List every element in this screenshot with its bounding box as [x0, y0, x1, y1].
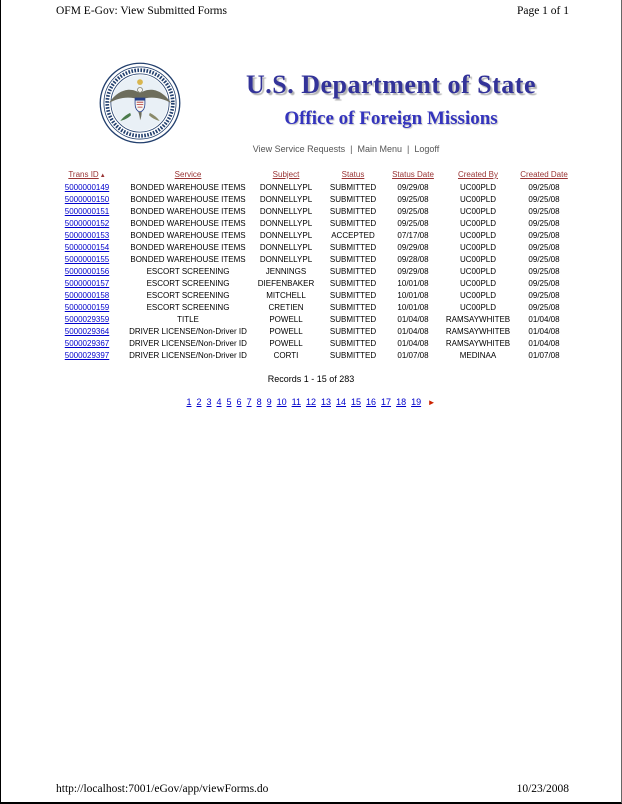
column-header-created-by[interactable]: Created By [457, 170, 499, 179]
created-by-cell: UC00PLD [459, 243, 496, 252]
service-cell: DRIVER LICENSE/Non-Driver ID [129, 351, 247, 360]
subject-cell: CRETIEN [268, 303, 304, 312]
trans-id-link[interactable]: 5000000154 [64, 243, 110, 252]
status-cell: SUBMITTED [329, 219, 377, 228]
subject-cell: DONNELLYPL [259, 183, 313, 192]
forms-table-body [47, 182, 575, 362]
status-date-cell: 09/25/08 [397, 195, 429, 204]
status-cell: SUBMITTED [329, 351, 377, 360]
seal-graphic [99, 62, 181, 144]
created-date-cell: 09/25/08 [528, 207, 560, 216]
subject-cell: DONNELLYPL [259, 243, 313, 252]
service-cell: DRIVER LICENSE/Non-Driver ID [129, 339, 247, 348]
created-date-cell: 09/25/08 [528, 303, 560, 312]
page-link-8[interactable]: 8 [256, 397, 262, 407]
status-date-cell: 01/04/08 [397, 339, 429, 348]
created-date-cell: 09/25/08 [528, 267, 560, 276]
status-cell: SUBMITTED [329, 327, 377, 336]
status-date-cell: 09/25/08 [397, 219, 429, 228]
service-cell: BONDED WAREHOUSE ITEMS [130, 231, 246, 240]
page-link-5[interactable]: 5 [226, 397, 232, 407]
page-link-4[interactable]: 4 [216, 397, 222, 407]
table-row [47, 290, 575, 302]
status-cell: SUBMITTED [329, 267, 377, 276]
page-link-12[interactable]: 12 [305, 397, 316, 407]
status-cell: SUBMITTED [329, 183, 377, 192]
print-footer [56, 783, 569, 795]
column-header-service[interactable]: Service [174, 170, 202, 179]
table-row [47, 194, 575, 206]
table-row [47, 254, 575, 266]
created-date-cell: 09/25/08 [528, 279, 560, 288]
status-date-cell: 09/29/08 [397, 267, 429, 276]
created-date-cell: 09/25/08 [528, 255, 560, 264]
subject-cell: DONNELLYPL [259, 255, 313, 264]
print-footer-url: http://localhost:7001/eGov/app/viewForms.do [56, 783, 269, 795]
service-cell: BONDED WAREHOUSE ITEMS [130, 195, 246, 204]
table-row [47, 182, 575, 194]
table-row [47, 242, 575, 254]
pagination [1, 397, 621, 407]
print-footer-date: 10/23/2008 [516, 783, 569, 795]
trans-id-link[interactable]: 5000029364 [64, 327, 110, 336]
subject-cell: DONNELLYPL [259, 207, 313, 216]
page-link-17[interactable]: 17 [381, 397, 392, 407]
page-subtitle: Office of Foreign Missions [284, 108, 498, 129]
status-date-cell: 01/04/08 [397, 327, 429, 336]
created-date-cell: 09/25/08 [528, 291, 560, 300]
nav-logoff[interactable]: Logoff [414, 144, 440, 154]
status-cell: SUBMITTED [329, 303, 377, 312]
page-link-18[interactable]: 18 [396, 397, 407, 407]
trans-id-link[interactable]: 5000029397 [64, 351, 110, 360]
created-date-cell: 01/04/08 [528, 315, 560, 324]
print-header [56, 5, 569, 17]
page-link-15[interactable]: 15 [351, 397, 362, 407]
column-header-created-date[interactable]: Created Date [520, 170, 568, 179]
page-link-7[interactable]: 7 [246, 397, 252, 407]
page-link-3[interactable]: 3 [206, 397, 212, 407]
trans-id-link[interactable]: 5000000153 [64, 231, 110, 240]
column-header-status-date[interactable]: Status Date [392, 170, 434, 179]
status-cell: SUBMITTED [329, 315, 377, 324]
page-link-6[interactable]: 6 [236, 397, 242, 407]
subject-cell: JENNINGS [265, 267, 307, 276]
records-summary: Records 1 - 15 of 283 [267, 374, 355, 384]
status-date-cell: 09/29/08 [397, 183, 429, 192]
subject-cell: DIEFENBAKER [257, 279, 315, 288]
page-link-14[interactable]: 14 [336, 397, 347, 407]
trans-id-link[interactable]: 5000000156 [64, 267, 110, 276]
status-cell: ACCEPTED [331, 231, 375, 240]
created-by-cell: UC00PLD [459, 195, 496, 204]
status-date-cell: 09/28/08 [397, 255, 429, 264]
nav-view-service-requests[interactable]: View Service Requests [252, 144, 346, 154]
created-by-cell: RAMSAYWHITEB [445, 327, 511, 336]
table-row [47, 230, 575, 242]
trans-id-link[interactable]: 5000000152 [64, 219, 110, 228]
nav-main-menu[interactable]: Main Menu [357, 144, 403, 154]
trans-id-link[interactable]: 5000000149 [64, 183, 110, 192]
table-row [47, 350, 575, 362]
forms-table [47, 168, 575, 362]
service-cell: ESCORT SCREENING [146, 291, 230, 300]
forms-table-container [1, 168, 621, 362]
table-row [47, 326, 575, 338]
created-by-cell: UC00PLD [459, 255, 496, 264]
subject-cell: DONNELLYPL [259, 195, 313, 204]
created-date-cell: 09/25/08 [528, 219, 560, 228]
page-link-10[interactable]: 10 [276, 397, 287, 407]
table-header-row [47, 168, 575, 182]
status-date-cell: 09/29/08 [397, 243, 429, 252]
status-cell: SUBMITTED [329, 207, 377, 216]
trans-id-link[interactable]: 5000000155 [64, 255, 110, 264]
service-cell: BONDED WAREHOUSE ITEMS [130, 219, 246, 228]
page-link-11[interactable]: 11 [291, 397, 301, 407]
trans-id-link[interactable]: 5000029359 [64, 315, 110, 324]
created-by-cell: UC00PLD [459, 267, 496, 276]
page-link-13[interactable]: 13 [320, 397, 331, 407]
masthead [186, 70, 596, 130]
column-header-status[interactable]: Status [341, 170, 365, 179]
service-cell: BONDED WAREHOUSE ITEMS [130, 183, 246, 192]
status-cell: SUBMITTED [329, 291, 377, 300]
service-cell: TITLE [177, 315, 199, 324]
created-by-cell: MEDINAA [459, 351, 497, 360]
subject-cell: POWELL [269, 315, 303, 324]
page-link-9[interactable]: 9 [266, 397, 272, 407]
nav-bar [66, 144, 622, 154]
trans-id-link[interactable]: 5000000151 [64, 207, 110, 216]
table-row [47, 302, 575, 314]
page-link-2[interactable]: 2 [196, 397, 202, 407]
trans-id-link[interactable]: 5000000158 [64, 291, 110, 300]
created-date-cell: 09/25/08 [528, 183, 560, 192]
service-cell: BONDED WAREHOUSE ITEMS [130, 207, 246, 216]
status-cell: SUBMITTED [329, 243, 377, 252]
print-header-title: OFM E-Gov: View Submitted Forms [56, 5, 227, 17]
table-row [47, 218, 575, 230]
subject-cell: MITCHELL [266, 291, 306, 300]
next-page-arrow[interactable]: ► [427, 398, 436, 407]
created-by-cell: RAMSAYWHITEB [445, 315, 511, 324]
service-cell: DRIVER LICENSE/Non-Driver ID [129, 327, 247, 336]
created-by-cell: UC00PLD [459, 219, 496, 228]
table-row [47, 314, 575, 326]
service-cell: ESCORT SCREENING [146, 303, 230, 312]
table-row [47, 266, 575, 278]
sort-ascending-icon: ▲ [99, 172, 106, 179]
status-date-cell: 09/25/08 [397, 207, 429, 216]
status-date-cell: 01/04/08 [397, 315, 429, 324]
trans-id-link[interactable]: 5000000150 [64, 195, 110, 204]
trans-id-link[interactable]: 5000029367 [64, 339, 110, 348]
status-date-cell: 01/07/08 [397, 351, 429, 360]
created-date-cell: 09/25/08 [528, 243, 560, 252]
page-link-19[interactable]: 19 [411, 397, 422, 407]
created-by-cell: UC00PLD [459, 303, 496, 312]
created-by-cell: RAMSAYWHITEB [445, 339, 511, 348]
print-header-page-number: Page 1 of 1 [516, 5, 569, 17]
status-date-cell: 10/01/08 [397, 291, 429, 300]
status-cell: SUBMITTED [329, 339, 377, 348]
subject-cell: POWELL [269, 339, 303, 348]
service-cell: ESCORT SCREENING [146, 279, 230, 288]
subject-cell: DONNELLYPL [259, 231, 313, 240]
table-row [47, 338, 575, 350]
created-by-cell: UC00PLD [459, 231, 496, 240]
page-title: U.S. Department of State [245, 70, 536, 99]
nav-separator: | [350, 144, 353, 154]
status-cell: SUBMITTED [329, 255, 377, 264]
created-by-cell: UC00PLD [459, 207, 496, 216]
service-cell: BONDED WAREHOUSE ITEMS [130, 255, 246, 264]
created-date-cell: 09/25/08 [528, 195, 560, 204]
created-by-cell: UC00PLD [459, 183, 496, 192]
subject-cell: POWELL [269, 327, 303, 336]
page-link-1[interactable]: 1 [186, 397, 192, 407]
table-row [47, 278, 575, 290]
trans-id-link[interactable]: 5000000157 [64, 279, 110, 288]
department-of-state-seal [99, 62, 181, 144]
created-date-cell: 01/04/08 [528, 327, 560, 336]
created-by-cell: UC00PLD [459, 279, 496, 288]
subject-cell: CORTI [273, 351, 299, 360]
table-row [47, 206, 575, 218]
service-cell: BONDED WAREHOUSE ITEMS [130, 243, 246, 252]
created-by-cell: UC00PLD [459, 291, 496, 300]
status-date-cell: 10/01/08 [397, 279, 429, 288]
page-link-16[interactable]: 16 [366, 397, 377, 407]
service-cell: ESCORT SCREENING [146, 267, 230, 276]
subject-cell: DONNELLYPL [259, 219, 313, 228]
status-cell: SUBMITTED [329, 195, 377, 204]
created-date-cell: 01/04/08 [528, 339, 560, 348]
trans-id-link[interactable]: 5000000159 [64, 303, 110, 312]
nav-separator: | [407, 144, 410, 154]
created-date-cell: 01/07/08 [528, 351, 560, 360]
column-header-trans-id[interactable]: Trans ID [68, 169, 99, 179]
created-date-cell: 09/25/08 [528, 231, 560, 240]
status-cell: SUBMITTED [329, 279, 377, 288]
status-date-cell: 07/17/08 [397, 231, 429, 240]
column-header-subject[interactable]: Subject [272, 170, 300, 179]
status-date-cell: 10/01/08 [397, 303, 429, 312]
